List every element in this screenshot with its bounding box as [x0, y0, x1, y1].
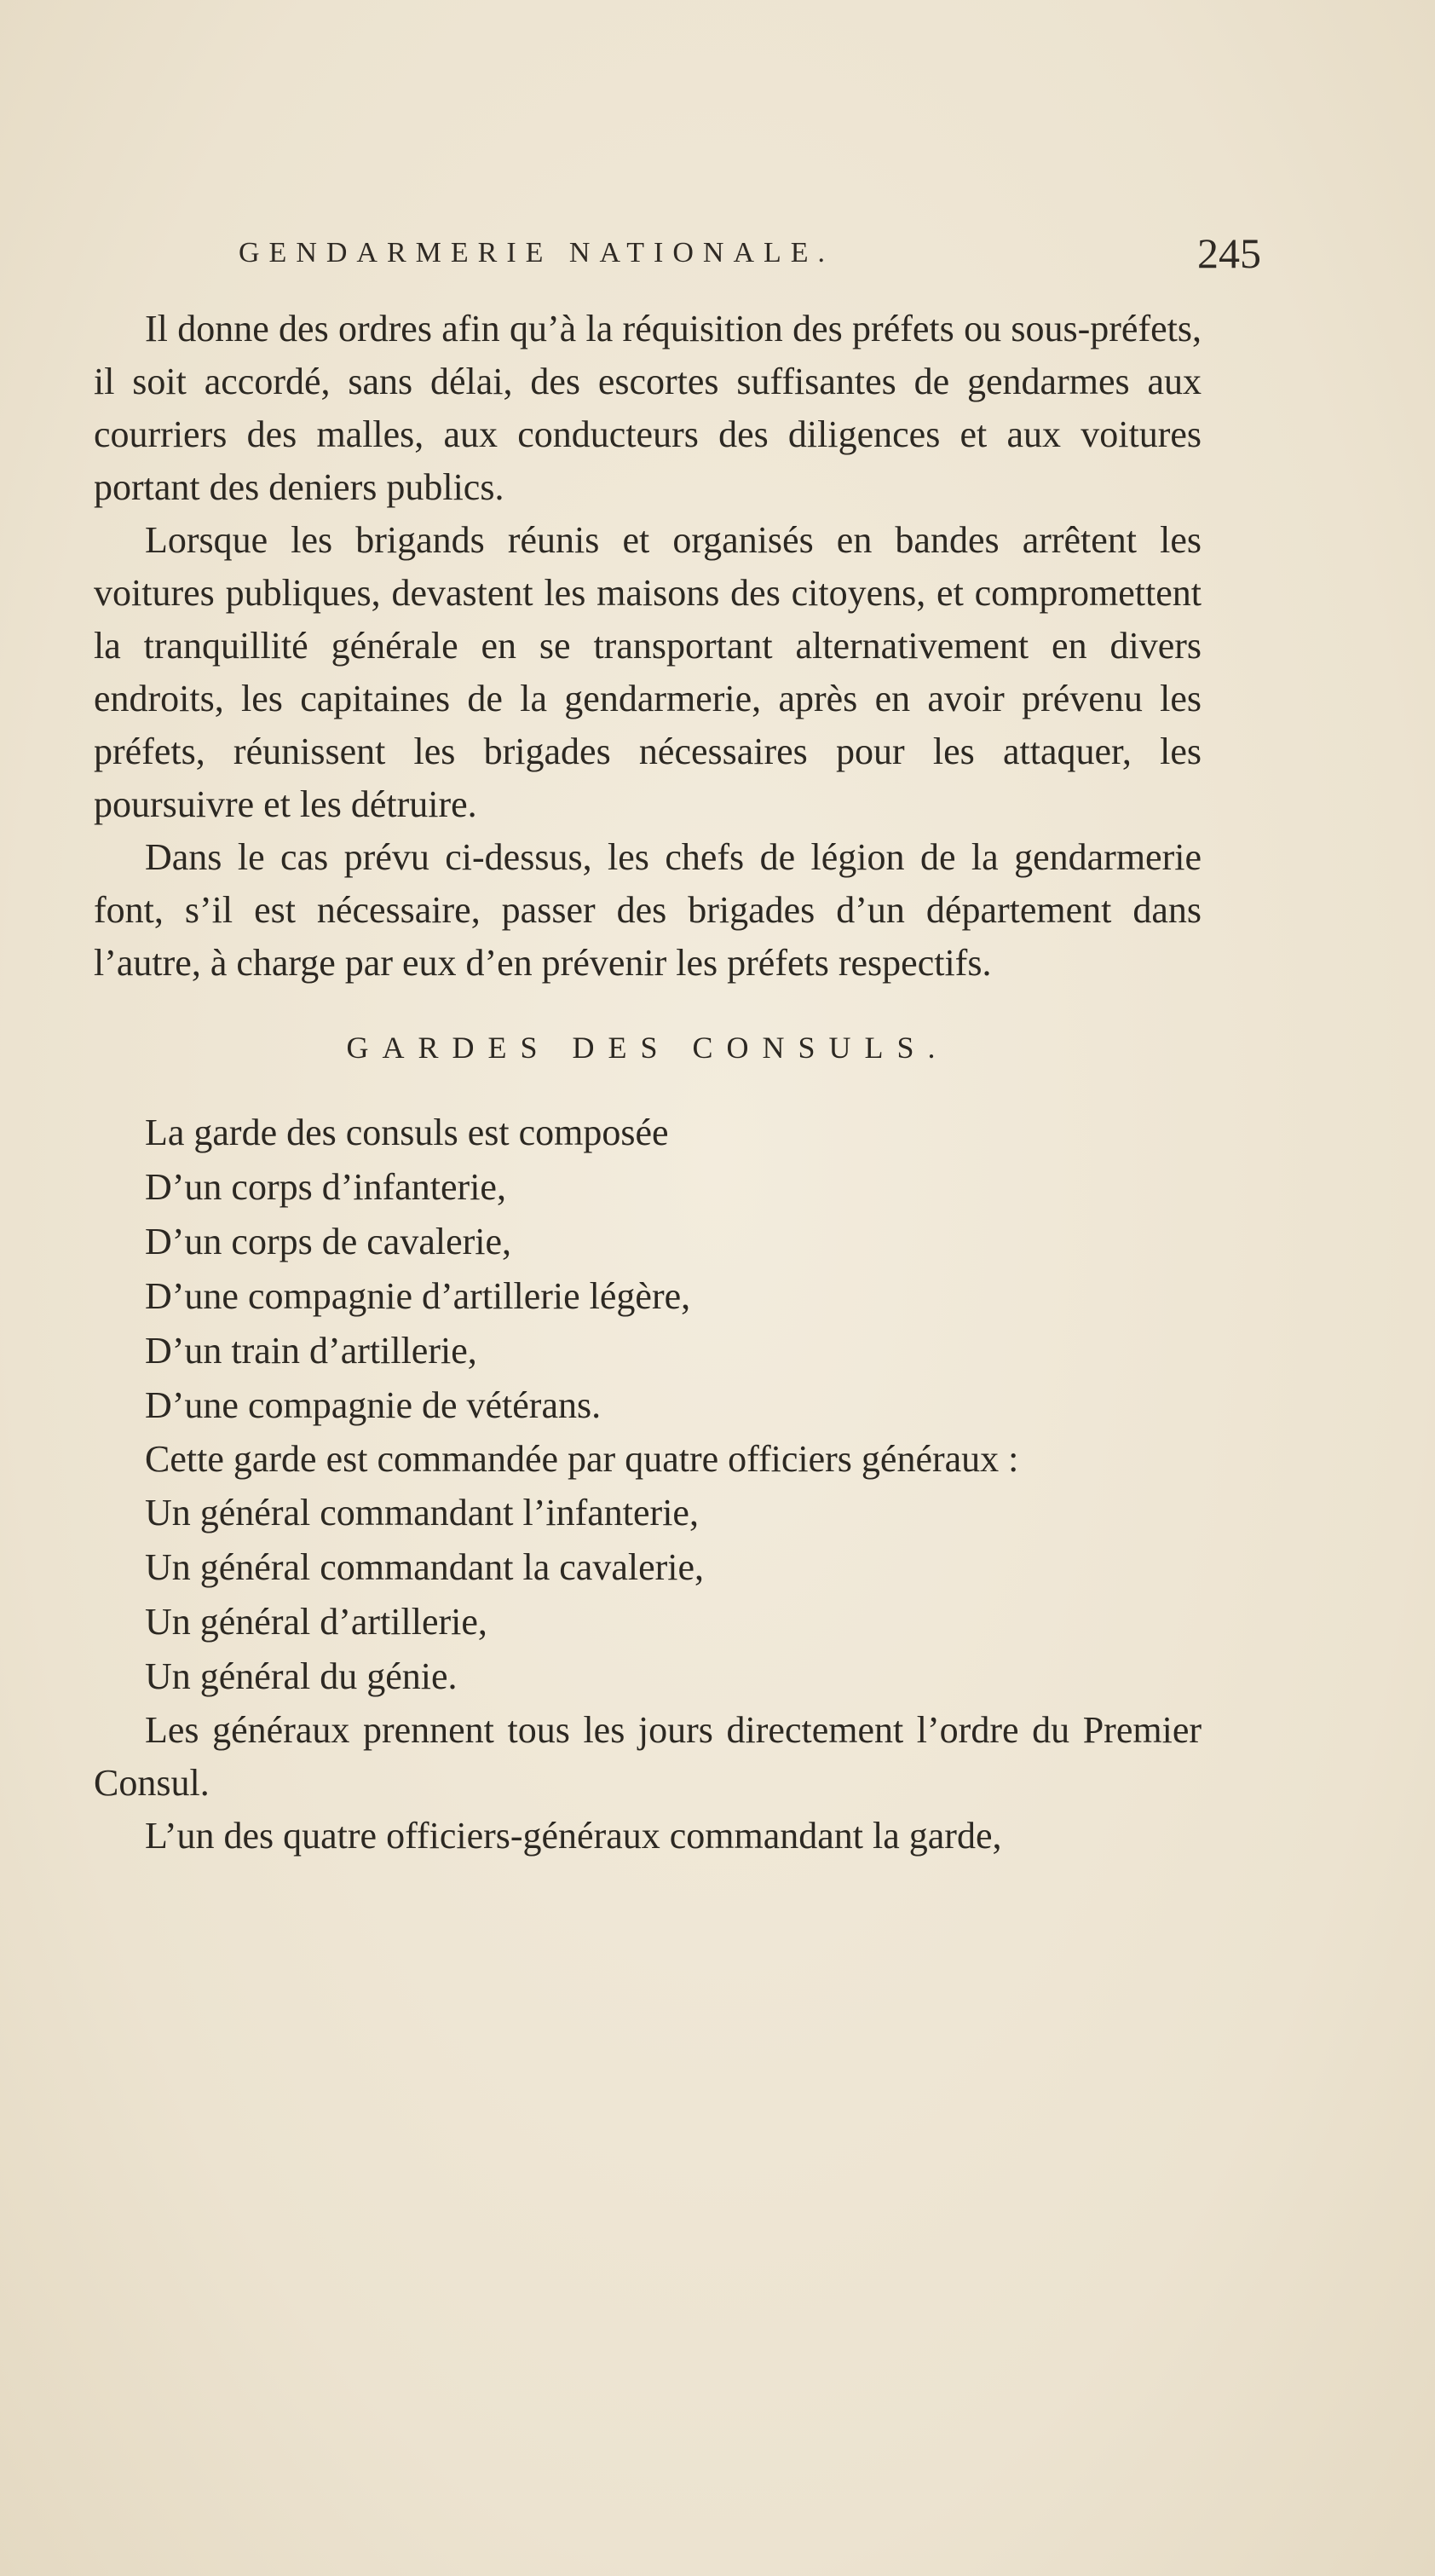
section-title: GARDES DES CONSULS. — [346, 1031, 949, 1065]
page-number: 245 — [1197, 229, 1261, 277]
general-item: Un général d’artillerie, — [145, 1601, 487, 1643]
general-item: Un général du génie. — [145, 1655, 458, 1697]
paragraph-chefs-de-legion: Dans le cas prévu ci-dessus, les chefs de légion de la gendarmerie font, s’il est nécessaire, passer des brigades d’un département dans l’autre, à charge par eux d’en prévenir les préfets respectifs. — [94, 836, 1202, 984]
paragraph-brigands: Lorsque les brigands réunis et organisés en bandes arrêtent les voitures publiques, devastent les maisons des citoyens, et compromettent la tranquillité générale en se transportant alternativement en divers endroits, les capitaines de la gendarmerie, après en avoir prévenu les préfets, réunissent les brigades nécessaires pour les attaquer, les poursuivre et les détruire. — [94, 519, 1202, 825]
general-item: Un général commandant la cavalerie, — [145, 1546, 705, 1588]
orders-paragraph: Les généraux prennent tous les jours directement l’ordre du Premier Consul. — [94, 1709, 1202, 1804]
last-line: L’un des quatre officiers-généraux commandant la garde, — [145, 1815, 1002, 1857]
composition-item: D’une compagnie de vétérans. — [145, 1384, 602, 1426]
general-item: Un général commandant l’infanterie, — [145, 1492, 699, 1533]
running-head: GENDARMERIE NATIONALE. — [239, 237, 835, 269]
composition-intro: La garde des consuls est composée — [145, 1112, 669, 1153]
composition-item: D’une compagnie d’artillerie légère, — [145, 1275, 691, 1317]
page-body — [94, 303, 1202, 1863]
composition-item: D’un train d’artillerie, — [145, 1330, 477, 1372]
composition-item: D’un corps de cavalerie, — [145, 1221, 512, 1262]
composition-item: D’un corps d’infanterie, — [145, 1166, 506, 1208]
command-intro: Cette garde est commandée par quatre officiers généraux : — [145, 1438, 1019, 1480]
paragraph-escortes: Il donne des ordres afin qu’à la réquisition des préfets ou sous-préfets, il soit accordé, sans délai, des escortes suffisantes de gendarmes aux courriers des malles, aux conducteurs des diligences et aux voitures portant des deniers publics. — [94, 308, 1202, 508]
page-header — [239, 228, 1261, 288]
